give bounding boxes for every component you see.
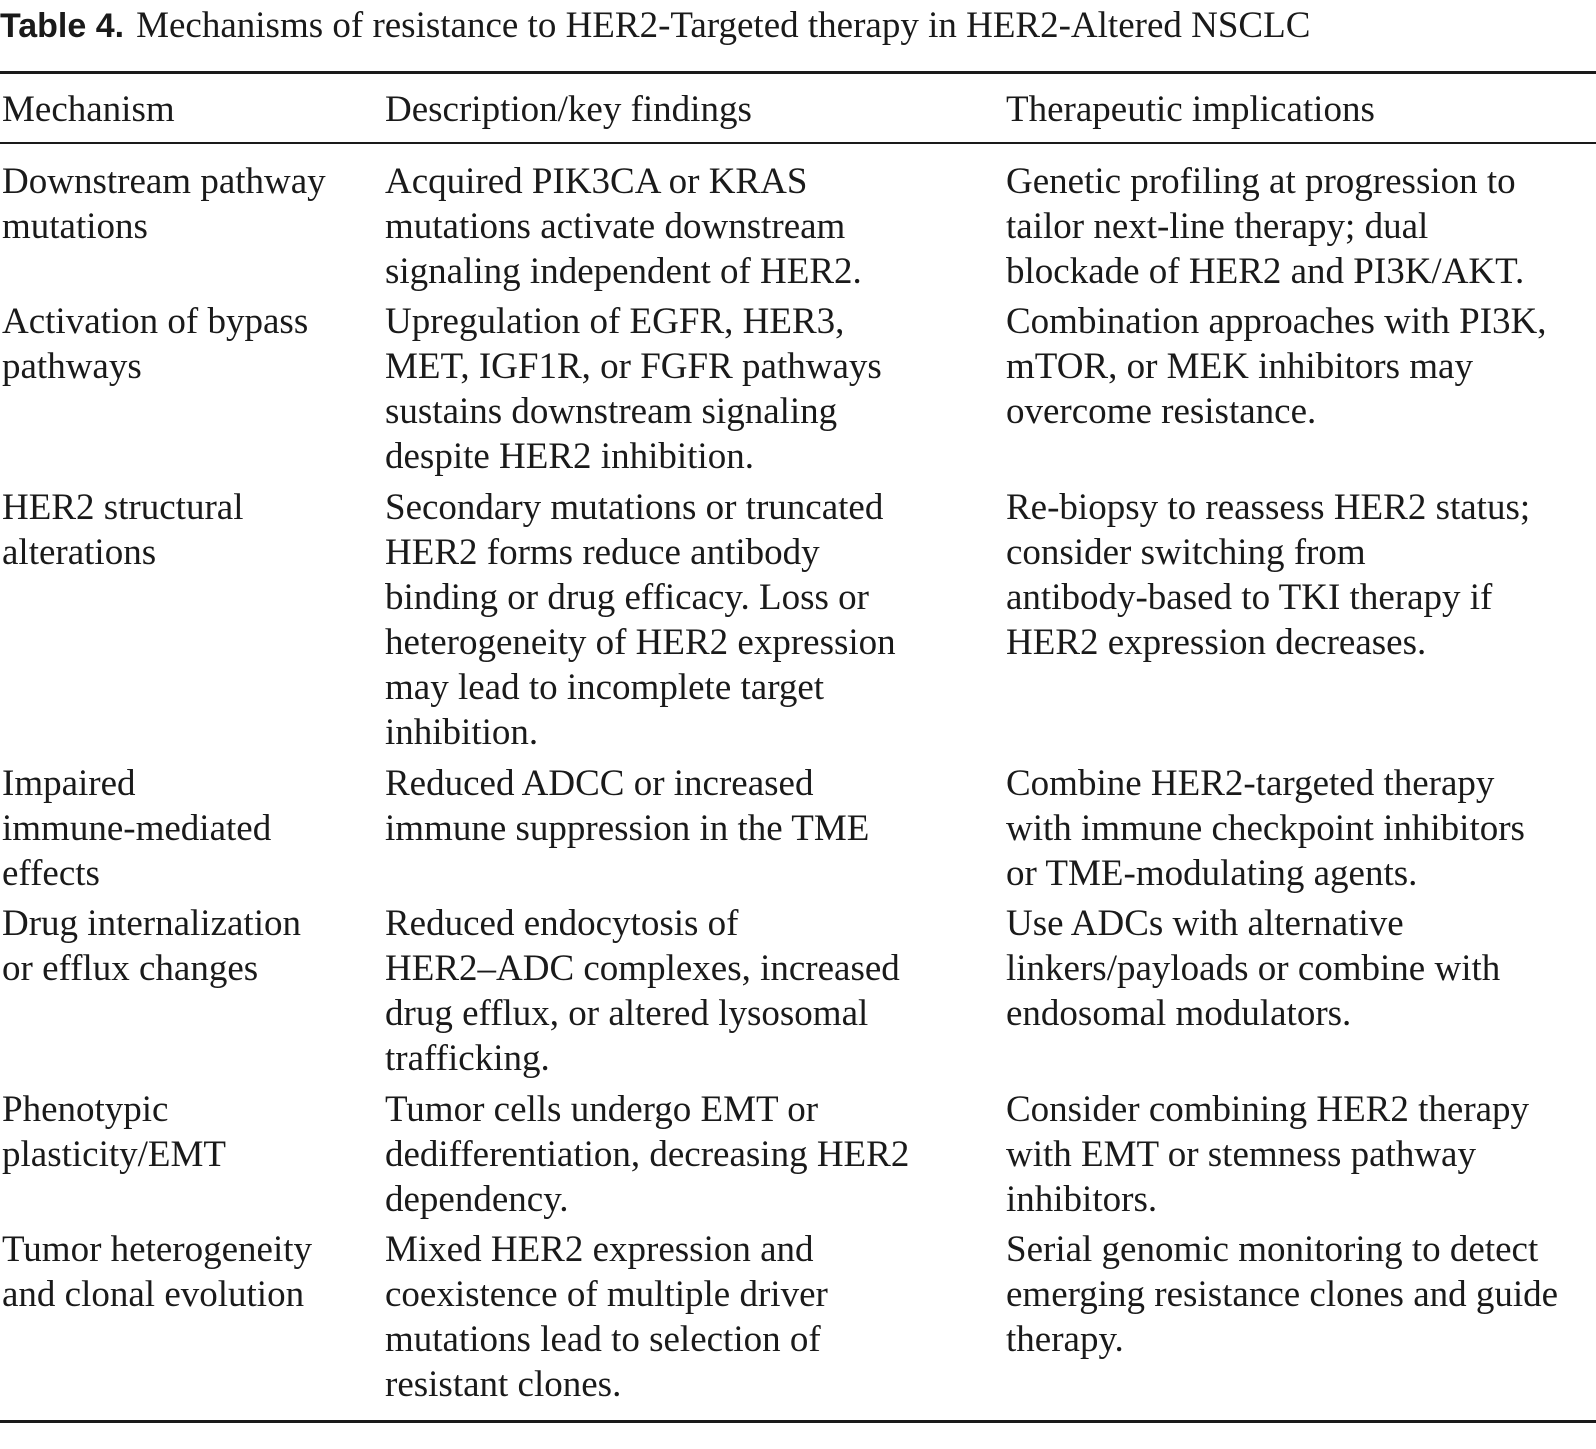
text-line: Upregulation of EGFR, HER3,	[385, 301, 845, 342]
cell-implications	[1006, 1227, 1558, 1362]
cell-implications	[1006, 485, 1530, 665]
text-line: Use ADCs with alternative	[1006, 903, 1404, 944]
text-line: Acquired PIK3CA or KRAS	[385, 161, 808, 202]
cell-description	[385, 761, 869, 851]
table-title: Mechanisms of resistance to HER2-Targeted therapy in HER2-Altered NSCLC	[136, 5, 1311, 46]
text-line: mutations activate downstream	[385, 206, 846, 247]
text-line: blockade of HER2 and PI3K/AKT.	[1006, 251, 1525, 292]
text-line: Secondary mutations or truncated	[385, 487, 884, 528]
cell-mechanism	[2, 1227, 312, 1317]
text-line: dependency.	[385, 1179, 569, 1220]
text-line: trafficking.	[385, 1038, 550, 1079]
text-line: alterations	[2, 532, 157, 573]
cell-implications	[1006, 1087, 1529, 1222]
cell-mechanism	[2, 485, 243, 575]
text-line: MET, IGF1R, or FGFR pathways	[385, 346, 882, 387]
cell-description	[385, 159, 862, 294]
cell-implications	[1006, 159, 1524, 294]
text-line: plasticity/EMT	[2, 1134, 227, 1175]
text-line: linkers/payloads or combine with	[1006, 948, 1501, 989]
cell-description	[385, 901, 900, 1081]
text-line: Mixed HER2 expression and	[385, 1229, 814, 1270]
header-rule	[0, 142, 1596, 144]
text-line: Reduced endocytosis of	[385, 903, 739, 944]
text-line: overcome resistance.	[1006, 391, 1317, 432]
text-line: Reduced ADCC or increased	[385, 763, 814, 804]
cell-description	[385, 1227, 828, 1407]
text-line: Activation of bypass	[2, 301, 309, 342]
text-line: resistant clones.	[385, 1364, 622, 1405]
text-line: pathways	[2, 346, 142, 387]
cell-mechanism	[2, 1087, 226, 1177]
text-line: sustains downstream signaling	[385, 391, 838, 432]
text-line: drug efflux, or altered lysosomal	[385, 993, 869, 1034]
text-line: Tumor cells undergo EMT or	[385, 1089, 819, 1130]
text-line: immune suppression in the TME	[385, 808, 870, 849]
text-line: consider switching from	[1006, 532, 1366, 573]
text-line: HER2 structural	[2, 487, 244, 528]
text-line: HER2–ADC complexes, increased	[385, 948, 900, 989]
header-description: Description/key findings	[385, 89, 752, 130]
text-line: therapy.	[1006, 1319, 1124, 1360]
text-line: signaling independent of HER2.	[385, 251, 862, 292]
cell-implications	[1006, 901, 1500, 1036]
text-line: mutations lead to selection of	[385, 1319, 821, 1360]
text-line: Downstream pathway	[2, 161, 326, 202]
text-line: Combination approaches with PI3K,	[1006, 301, 1547, 342]
text-line: or efflux changes	[2, 948, 259, 989]
text-line: HER2 forms reduce antibody	[385, 532, 820, 573]
text-line: endosomal modulators.	[1006, 993, 1352, 1034]
text-line: and clonal evolution	[2, 1274, 305, 1315]
cell-description	[385, 1087, 909, 1222]
text-line: may lead to incomplete target	[385, 667, 825, 708]
text-line: Tumor heterogeneity	[2, 1229, 313, 1270]
table-caption	[0, 2, 1310, 50]
text-line: Genetic profiling at progression to	[1006, 161, 1516, 202]
text-line: emerging resistance clones and guide	[1006, 1274, 1559, 1315]
text-line: inhibition.	[385, 712, 539, 753]
text-line: inhibitors.	[1006, 1179, 1158, 1220]
text-line: dedifferentiation, decreasing HER2	[385, 1134, 910, 1175]
text-line: tailor next-line therapy; dual	[1006, 206, 1429, 247]
cell-description	[385, 485, 896, 755]
header-mechanism: Mechanism	[2, 89, 175, 130]
header-implications: Therapeutic implications	[1006, 89, 1375, 130]
text-line: coexistence of multiple driver	[385, 1274, 828, 1315]
text-line: mTOR, or MEK inhibitors may	[1006, 346, 1473, 387]
text-line: Combine HER2-targeted therapy	[1006, 763, 1495, 804]
text-line: Impaired	[2, 763, 136, 804]
text-line: antibody-based to TKI therapy if	[1006, 577, 1493, 618]
table-label: Table 4.	[0, 7, 125, 45]
text-line: despite HER2 inhibition.	[385, 436, 754, 477]
text-line: or TME-modulating agents.	[1006, 853, 1418, 894]
text-line: effects	[2, 853, 100, 894]
cell-description	[385, 299, 882, 479]
cell-mechanism	[2, 761, 271, 896]
text-line: Serial genomic monitoring to detect	[1006, 1229, 1539, 1270]
bottom-rule	[0, 1420, 1596, 1423]
cell-implications	[1006, 299, 1547, 434]
text-line: with EMT or stemness pathway	[1006, 1134, 1476, 1175]
cell-mechanism	[2, 159, 326, 249]
top-rule	[0, 71, 1596, 74]
text-line: Consider combining HER2 therapy	[1006, 1089, 1530, 1130]
text-line: binding or drug efficacy. Loss or	[385, 577, 869, 618]
text-line: mutations	[2, 206, 148, 247]
text-line: immune-mediated	[2, 808, 272, 849]
text-line: heterogeneity of HER2 expression	[385, 622, 896, 663]
text-line: Drug internalization	[2, 903, 301, 944]
cell-mechanism	[2, 901, 301, 991]
text-line: Re-biopsy to reassess HER2 status;	[1006, 487, 1531, 528]
cell-implications	[1006, 761, 1525, 896]
text-line: Phenotypic	[2, 1089, 169, 1130]
text-line: HER2 expression decreases.	[1006, 622, 1427, 663]
text-line: with immune checkpoint inhibitors	[1006, 808, 1525, 849]
cell-mechanism	[2, 299, 308, 389]
